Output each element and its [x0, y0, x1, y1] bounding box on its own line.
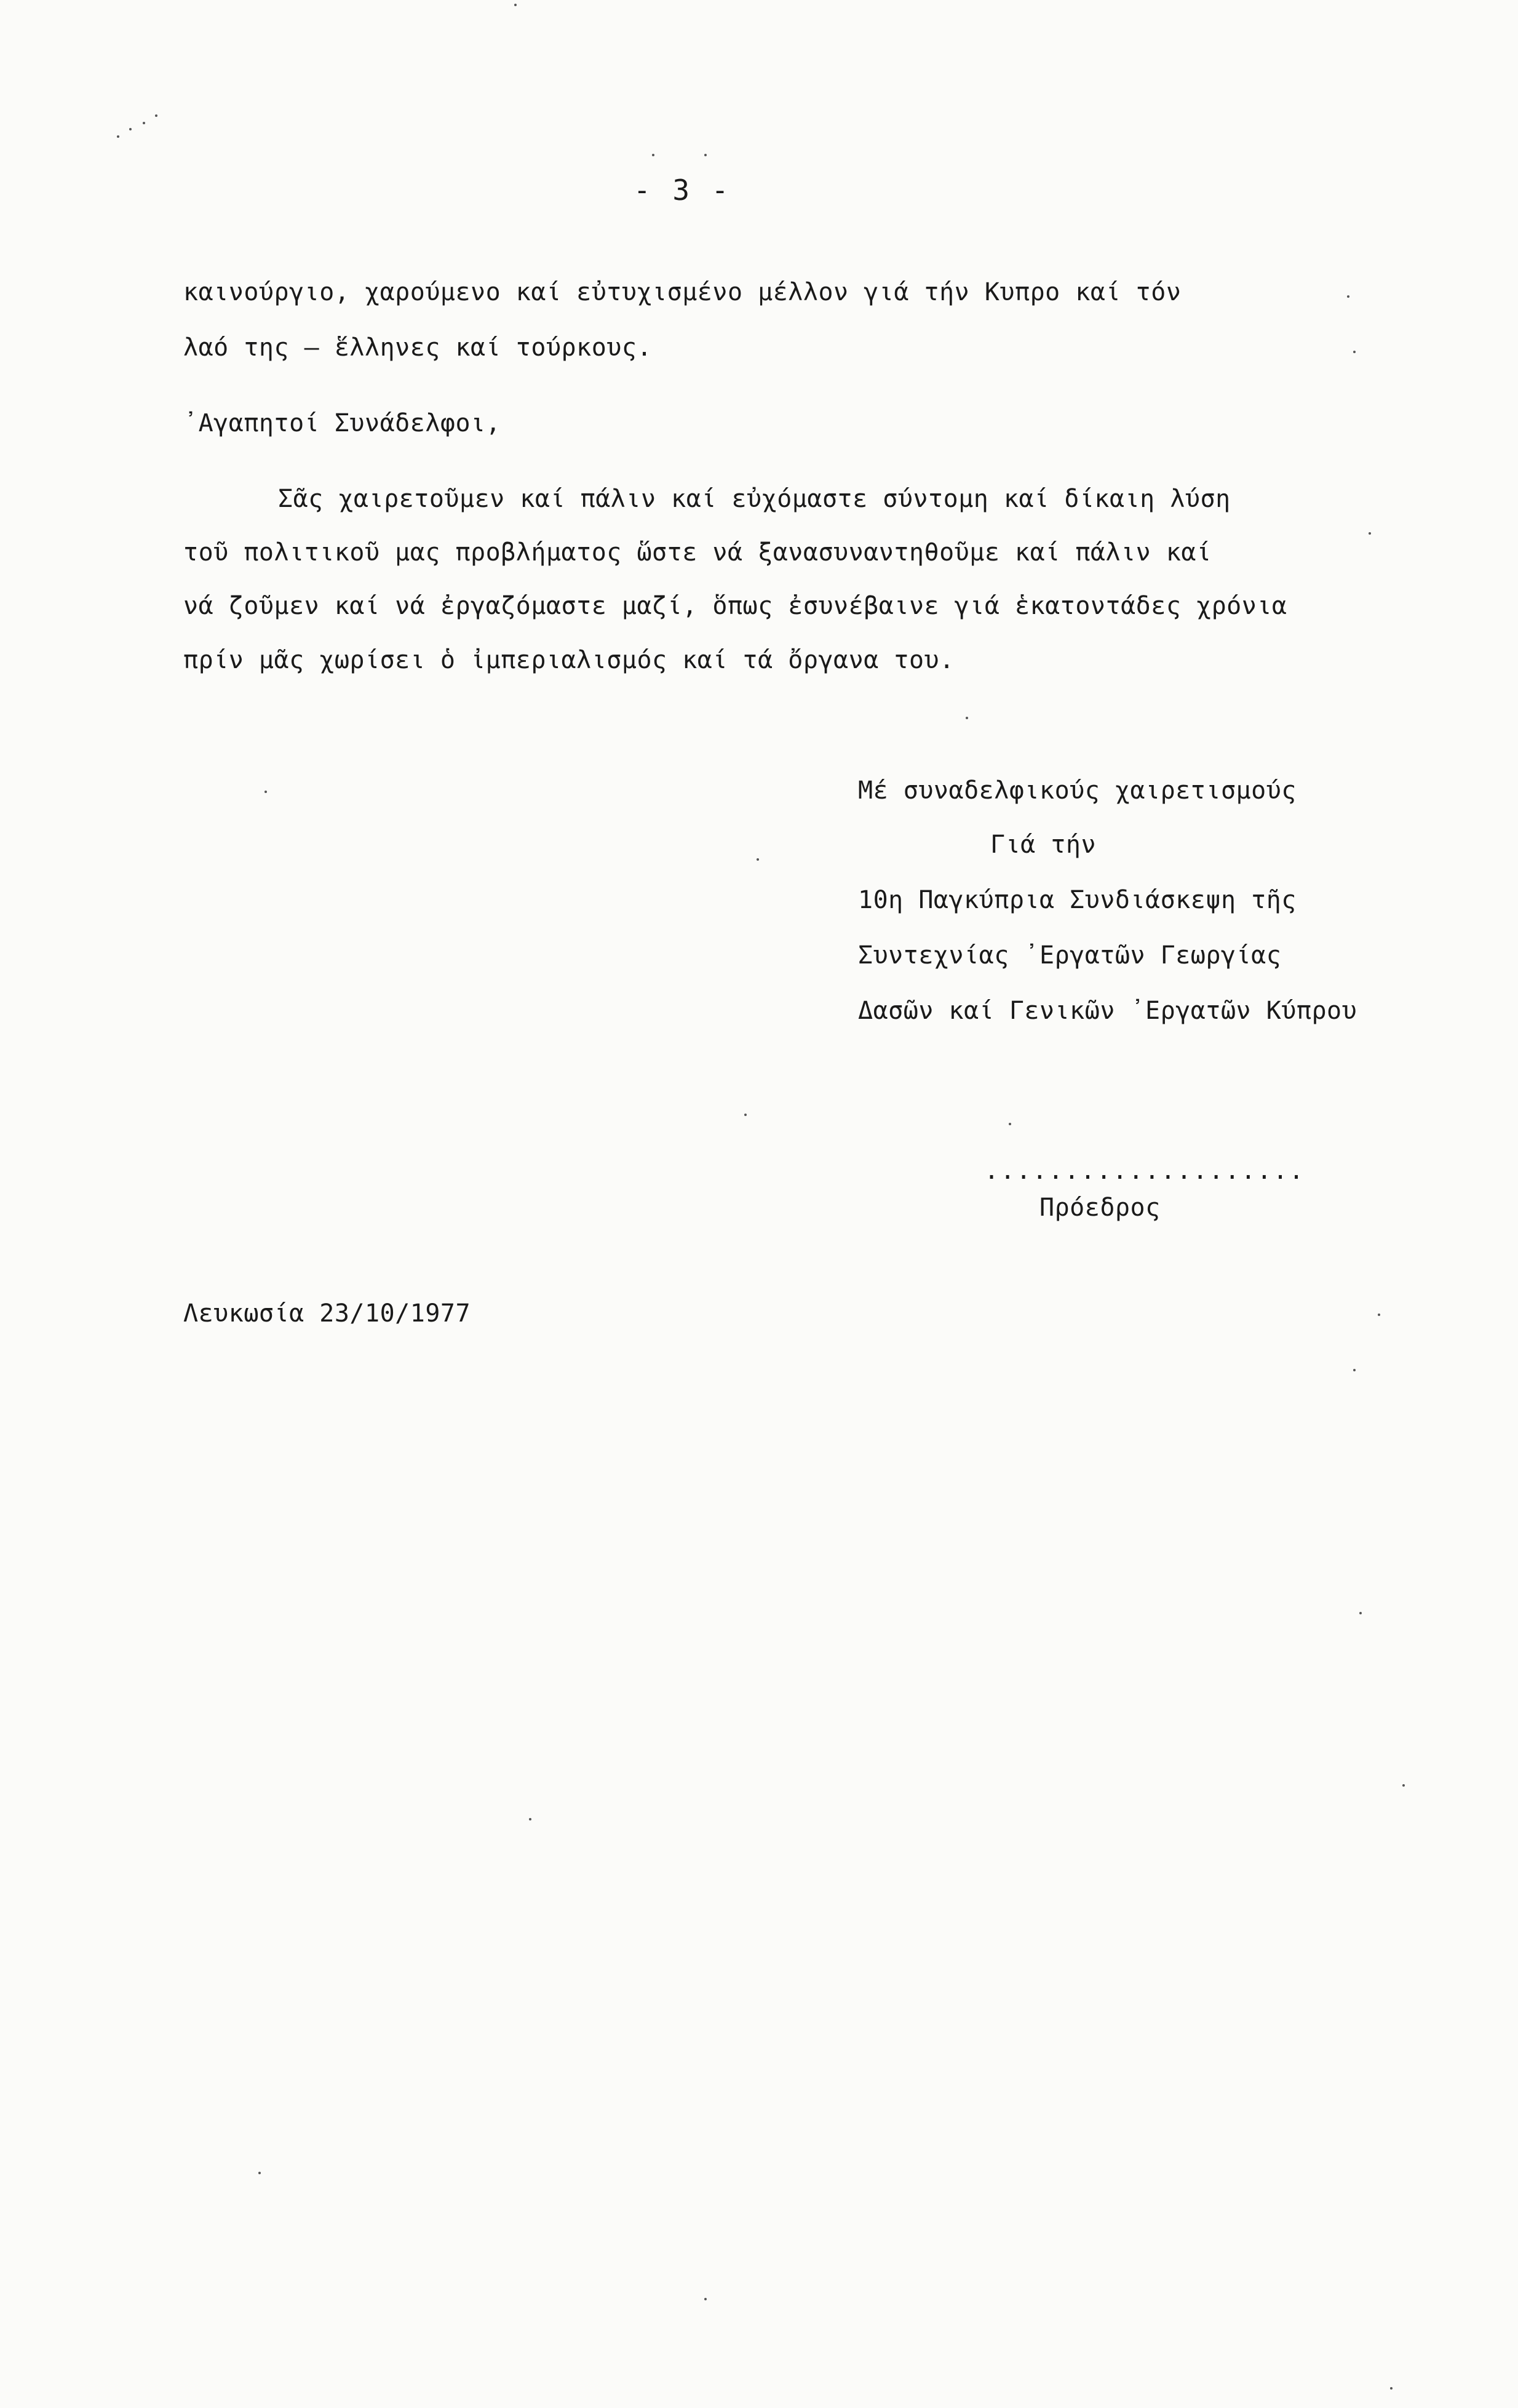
scan-speck: [258, 2172, 261, 2174]
scan-speck: [1347, 295, 1349, 298]
organization-line: 10η Παγκύπρια Συνδιάσκεψη τῆς: [858, 886, 1297, 914]
scan-speck: [757, 858, 759, 861]
body-line: καινούργιο, χαρούμενο καί εὐτυχισμένο μέλλον γιά τήν Κυπρο καί τόν: [183, 278, 1182, 306]
scan-speck: [1009, 1123, 1011, 1125]
body-line: Σᾶς χαιρετοῦμεν καί πάλιν καί εὐχόμαστε σύντομη καί δίκαιη λύση: [278, 485, 1231, 513]
signature-dots: ....................: [984, 1157, 1305, 1185]
scan-speck: [1378, 1314, 1380, 1316]
page-number: - 3 -: [634, 173, 731, 207]
closing-greeting: Μέ συναδελφικούς χαιρετισμούς: [858, 776, 1297, 805]
organization-line: Δασῶν καί Γενικῶν ᾿Εργατῶν Κύπρου: [858, 997, 1357, 1025]
scan-speck: [264, 791, 267, 793]
scan-speck: [704, 2298, 707, 2300]
date-place: Λευκωσία 23/10/1977: [183, 1299, 471, 1328]
scan-speck: [1402, 1784, 1405, 1787]
body-line: τοῦ πολιτικοῦ μας προβλήματος ὥστε νά ξανασυναντηθοῦμε καί πάλιν καί: [183, 538, 1212, 567]
scan-speck: [966, 717, 968, 719]
body-line: πρίν μᾶς χωρίσει ὁ ἰμπεριαλισμός καί τά ὄργανα του.: [183, 646, 955, 674]
salutation: ᾿Αγαπητοί Συνάδελφοι,: [183, 409, 501, 437]
body-line: λαό της – ἕλληνες καί τούρκους.: [183, 333, 653, 362]
scan-speck: [1353, 351, 1356, 353]
scan-speck: [117, 135, 119, 138]
scan-speck: [704, 154, 707, 156]
organization-line: Συντεχνίας ᾿Εργατῶν Γεωργίας: [858, 941, 1282, 970]
scan-speck: [652, 154, 654, 156]
signatory-title: Πρόεδρος: [1039, 1194, 1161, 1222]
scan-speck: [1359, 1612, 1362, 1614]
scan-speck: [1353, 1369, 1356, 1371]
scan-speck: [1369, 532, 1371, 535]
scan-speck: [744, 1114, 747, 1116]
scan-speck: [143, 122, 145, 124]
closing-for: Γιά τήν: [990, 831, 1097, 859]
scan-speck: [129, 128, 132, 130]
scan-speck: [1390, 2387, 1393, 2390]
scan-speck: [514, 4, 517, 6]
body-line: νά ζοῦμεν καί νά ἐργαζόμαστε μαζί, ὅπως ἐσυνέβαινε γιά ἑκατοντάδες χρόνια: [183, 592, 1287, 620]
scan-speck: [529, 1818, 531, 1820]
scan-speck: [155, 114, 157, 117]
